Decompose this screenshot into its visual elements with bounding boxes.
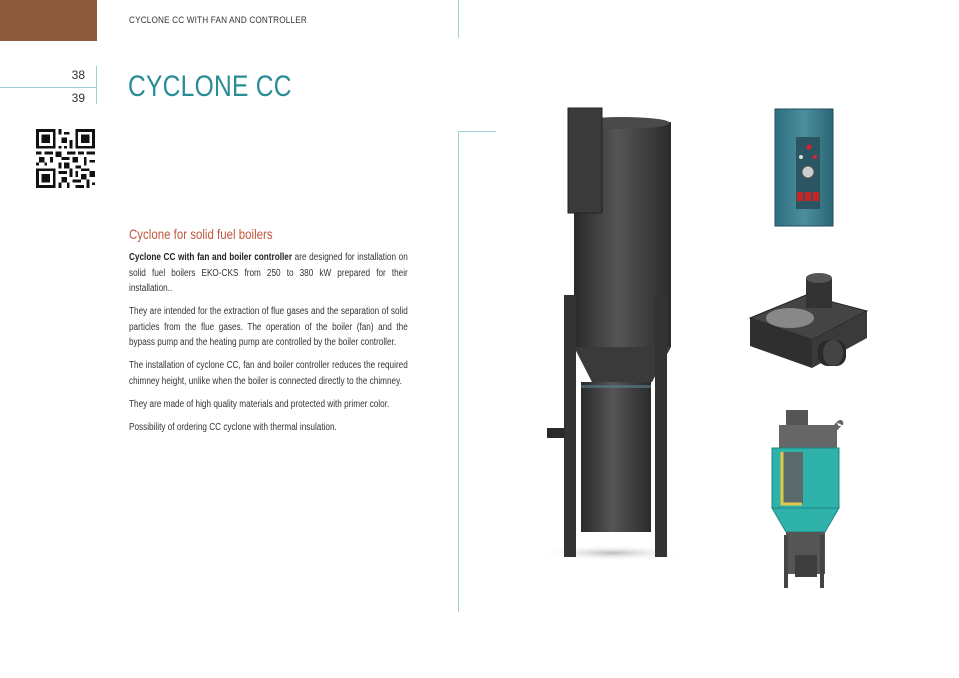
paragraph-1-text: are designed for installation on solid fuel boilers EKO-CKS from 250 to 380 kW prepared for their installation.. xyxy=(129,252,408,294)
insulated-cyclone-cutaway-render xyxy=(772,410,840,588)
paragraph-1-bold: Cyclone CC with fan and boiler controller xyxy=(129,252,293,263)
page-title: CYCLONE CC xyxy=(128,70,292,103)
paragraph-4: They are made of high quality materials and protected with primer color. xyxy=(129,398,390,410)
page-number-right: 39 xyxy=(71,91,85,105)
page-number-left: 38 xyxy=(71,68,85,82)
paragraph-2: They are intended for the extraction of flue gases and the separation of solid particles from the flue gases. The operation of the boiler (fan) and the bypass pump and the heating pump are controlled by the boiler controller. xyxy=(129,306,408,348)
cyclone-photo xyxy=(537,108,687,561)
fan-unit-photo xyxy=(750,273,867,368)
boiler-controller-photo xyxy=(775,109,833,226)
paragraph-3: The installation of cyclone CC, fan and boiler controller reduces the required chimney height, unlike when the boiler is connected directly to the chimney. xyxy=(129,360,408,387)
running-header: CYCLONE CC WITH FAN AND CONTROLLER xyxy=(129,15,307,26)
section-subtitle: Cyclone for solid fuel boilers xyxy=(129,226,273,242)
paragraph-5: Possibility of ordering CC cyclone with thermal insulation. xyxy=(129,421,337,433)
